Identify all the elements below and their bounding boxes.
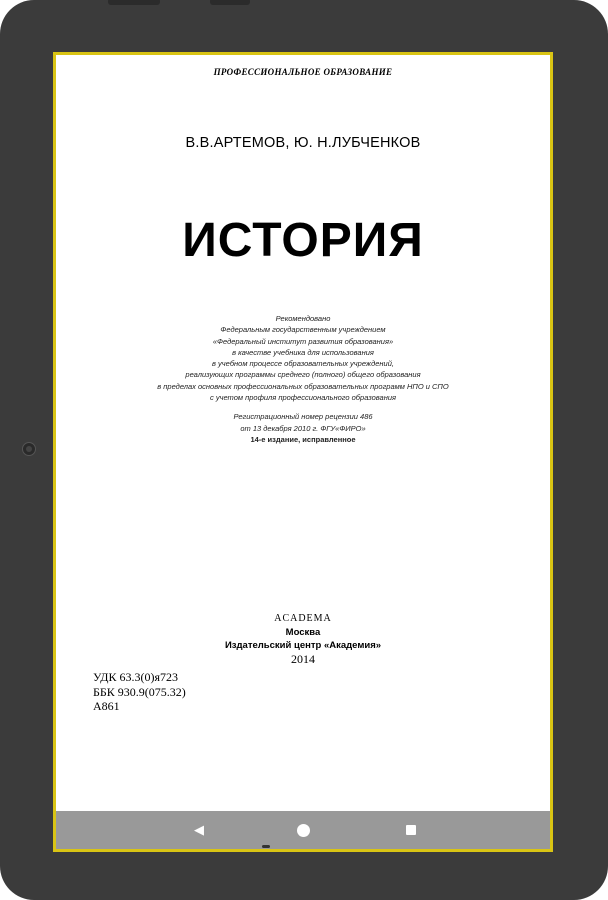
screen [53,52,553,852]
android-navigation-bar [56,811,550,849]
recommendation-line: реализующих программы среднего (полного) общего образования [185,370,421,380]
home-button[interactable] [283,811,323,849]
publisher-name: Издательский центр «Академия» [224,640,382,651]
back-button[interactable] [179,811,219,849]
volume-button[interactable] [210,0,250,5]
recommendation-line: Рекомендовано [275,314,331,323]
recommendation-line: Федеральным государственным учреждением [220,325,386,335]
recommendation-line: в учебном процессе образовательных учреждений, [212,359,394,369]
book-page [56,55,550,817]
publisher-logo: ACADEMA [274,613,332,624]
publisher-block [56,612,550,667]
home-circle-icon [297,824,310,837]
recommendation-line: в качестве учебника для использования [232,347,374,357]
recommendation-line: с учетом профиля профессионального образования [209,393,396,403]
publisher-city: Москва [285,627,321,638]
book-title: ИСТОРИЯ [182,214,424,267]
publication-year: 2014 [291,652,315,666]
camera-icon [22,442,36,456]
recent-apps-button[interactable] [391,811,431,849]
author-mark: А861 [93,699,120,713]
recent-square-icon [406,825,416,835]
edition-label: 14-е издание, исправленное [250,434,356,444]
registration-line: Регистрационный номер рецензии 486 [233,412,373,422]
recommendation-line: в пределах основных профессиональных образовательных программ НПО и СПО [157,381,449,391]
registration-line: от 13 декабря 2010 г. ФГУ«ФИРО» [240,423,366,433]
series-label: ПРОФЕССИОНАЛЬНОЕ ОБРАЗОВАНИЕ [213,67,393,77]
back-triangle-icon: ◀ [194,822,204,837]
bbk-code: ББК 930.9(075.32) [93,684,186,699]
page-indicator [262,845,270,848]
power-button[interactable] [108,0,160,5]
recommendation-block [56,313,550,445]
recommendation-line: «Федеральный институт развития образования» [212,336,394,346]
classification-codes [93,670,186,714]
authors: В.В.АРТЕМОВ, Ю. Н.ЛУБЧЕНКОВ [185,135,421,151]
udk-code: УДК 63.3(0)я723 [93,670,178,684]
